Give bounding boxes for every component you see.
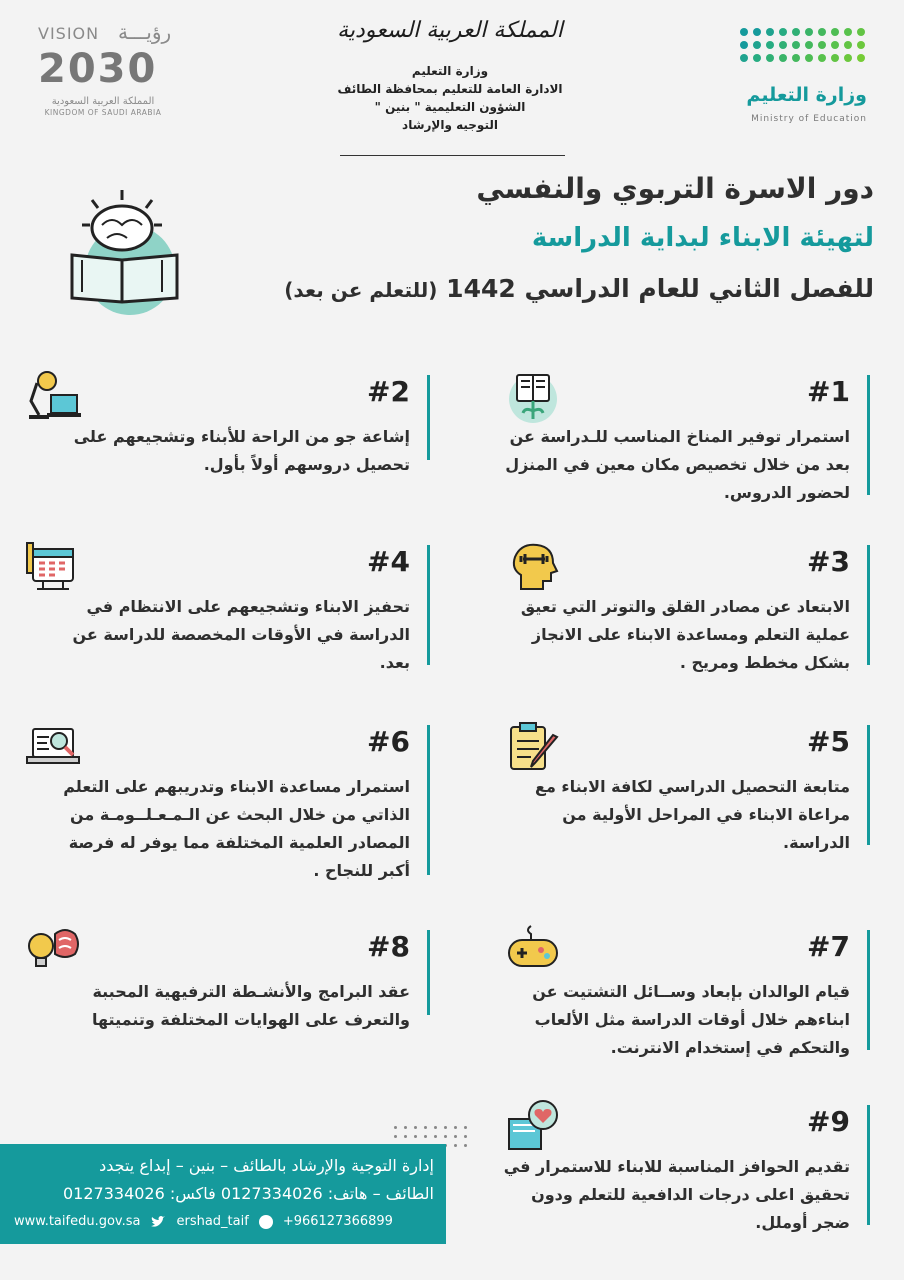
- tip-number: #4: [367, 545, 410, 578]
- whatsapp-icon: [259, 1215, 273, 1229]
- whatsapp-number[interactable]: +966127366899: [282, 1214, 393, 1229]
- tip-number: #9: [807, 1105, 850, 1138]
- tip-number: #5: [807, 725, 850, 758]
- laptop-search-icon: [25, 719, 81, 775]
- brain-lightbulb-icon: [25, 924, 81, 980]
- term-label: للفصل الثاني للعام الدراسي 1442: [446, 274, 874, 303]
- contact-footer: [0, 1144, 446, 1244]
- tip-text: متابعة التحصيل الدراسي لكافة الابناء مع مراعاة الابناء في المراحل الأولية من الدراسة.: [535, 777, 850, 852]
- twitter-icon: [150, 1215, 166, 1229]
- tip-bar: [427, 375, 430, 460]
- moe-arabic-name: وزارة التعليم: [746, 84, 867, 106]
- website-link[interactable]: www.taifedu.gov.sa: [14, 1214, 141, 1229]
- tip-number: #1: [807, 375, 850, 408]
- footer-phone-fax: الطائف – هاتف: 0127334026 فاكس: 0127334026: [62, 1184, 434, 1203]
- vision-arabic: رؤيـــة: [118, 20, 172, 44]
- tip-number: #8: [367, 930, 410, 963]
- brain-book-icon: [62, 180, 187, 315]
- ministry-line: الادارة العامة للتعليم بمحافظة الطائف: [337, 82, 563, 96]
- vision-kingdom-english: KINGDOM OF SAUDI ARABIA: [44, 108, 162, 117]
- page-subtitle-term: [284, 274, 874, 303]
- tip-number: #2: [367, 375, 410, 408]
- page-title: دور الاسرة التربوي والنفسي: [476, 172, 874, 205]
- page-subtitle: لتهيئة الابناء لبداية الدراسة: [531, 223, 874, 253]
- term-remote: (للتعلم عن بعد): [284, 278, 438, 302]
- ministry-line: التوجيه والإرشاد: [402, 118, 498, 132]
- tip-text: عقد البرامج والأنشـطة الترفيهية المحببة والتعرف على الهوايات المختلفة وتنميتها: [91, 982, 410, 1029]
- tip-text: قيام الوالدان بإبعاد وســائل التشتيت عن ابناءهم خلال أوقات الدراسة مثل الألعاب والتحكم في إستخدام الانترنت.: [532, 982, 850, 1057]
- book-plant-icon: [505, 369, 561, 425]
- book-heart-icon: [505, 1099, 561, 1155]
- tip-number: #3: [807, 545, 850, 578]
- vision-kingdom-arabic: المملكة العربية السعودية: [51, 96, 155, 107]
- tip-text: استمرار توفير المناخ المناسب للـدراسة عن بعد من خلال تخصيص مكان معين في المنزل لحضور الدروس.: [505, 427, 850, 502]
- tip-text: استمرار مساعدة الابناء وتدريبهم على التعلم الذاتي من خلال البحث عن الـمـعـلــومـة من المصادر العلمية المختلفة مما يوفر له فرصة أكبر للنجاح .: [63, 777, 410, 880]
- tip-text: تقديم الحوافز المناسبة للابناء للاستمرار في تحقيق اعلى درجات الدافعية للتعلم ودون ضجر أوملل.: [503, 1157, 850, 1232]
- kingdom-calligraphy: المملكة العربية السعودية: [337, 18, 563, 43]
- tip-text: تحفيز الابناء وتشجيعهم على الانتظام في الدراسة في الأوقات المخصصة للدراسة عن بعد.: [72, 597, 410, 672]
- tip-bar: [427, 930, 430, 1015]
- calendar-schedule-icon: [25, 539, 81, 595]
- tip-text: إشاعة جو من الراحة للأبناء وتشجيعهم على تحصيل دروسهم أولاً بأول.: [73, 427, 410, 474]
- desk-lamp-laptop-icon: [25, 369, 81, 425]
- tip-number: #7: [807, 930, 850, 963]
- moe-dots-icon: [740, 28, 865, 62]
- vision-2030-number: 2030: [38, 46, 158, 92]
- footer-department: إدارة التوجية والإرشاد بالطائف – بنين – إبداع يتجدد: [99, 1156, 434, 1175]
- ministry-line: الشؤون التعليمية " بنين ": [374, 100, 526, 114]
- tip-bar: [867, 375, 870, 495]
- tip-bar: [867, 1105, 870, 1225]
- gamepad-icon: [505, 924, 561, 980]
- clipboard-pencil-icon: [505, 719, 561, 775]
- moe-english-name: Ministry of Education: [751, 114, 867, 124]
- ministry-of-education-logo: [740, 28, 875, 128]
- tip-number: #6: [367, 725, 410, 758]
- footer-contacts: [14, 1214, 393, 1229]
- head-dumbbell-icon: [505, 539, 561, 595]
- tip-bar: [867, 930, 870, 1050]
- vision-english: VISION: [38, 24, 100, 43]
- tip-bar: [867, 725, 870, 845]
- tip-text: الابتعاد عن مصادر القلق والتوتر التي تعيق عملية التعلم ومساعدة الابناء على الانجاز بشكل مخطط ومريح .: [520, 597, 850, 672]
- tip-bar: [427, 545, 430, 665]
- ministry-line: وزارة التعليم: [411, 64, 489, 78]
- tip-bar: [867, 545, 870, 665]
- header-divider: [340, 155, 565, 156]
- twitter-handle[interactable]: ershad_taif: [176, 1214, 249, 1229]
- tip-bar: [427, 725, 430, 875]
- ministry-lines: [320, 62, 580, 134]
